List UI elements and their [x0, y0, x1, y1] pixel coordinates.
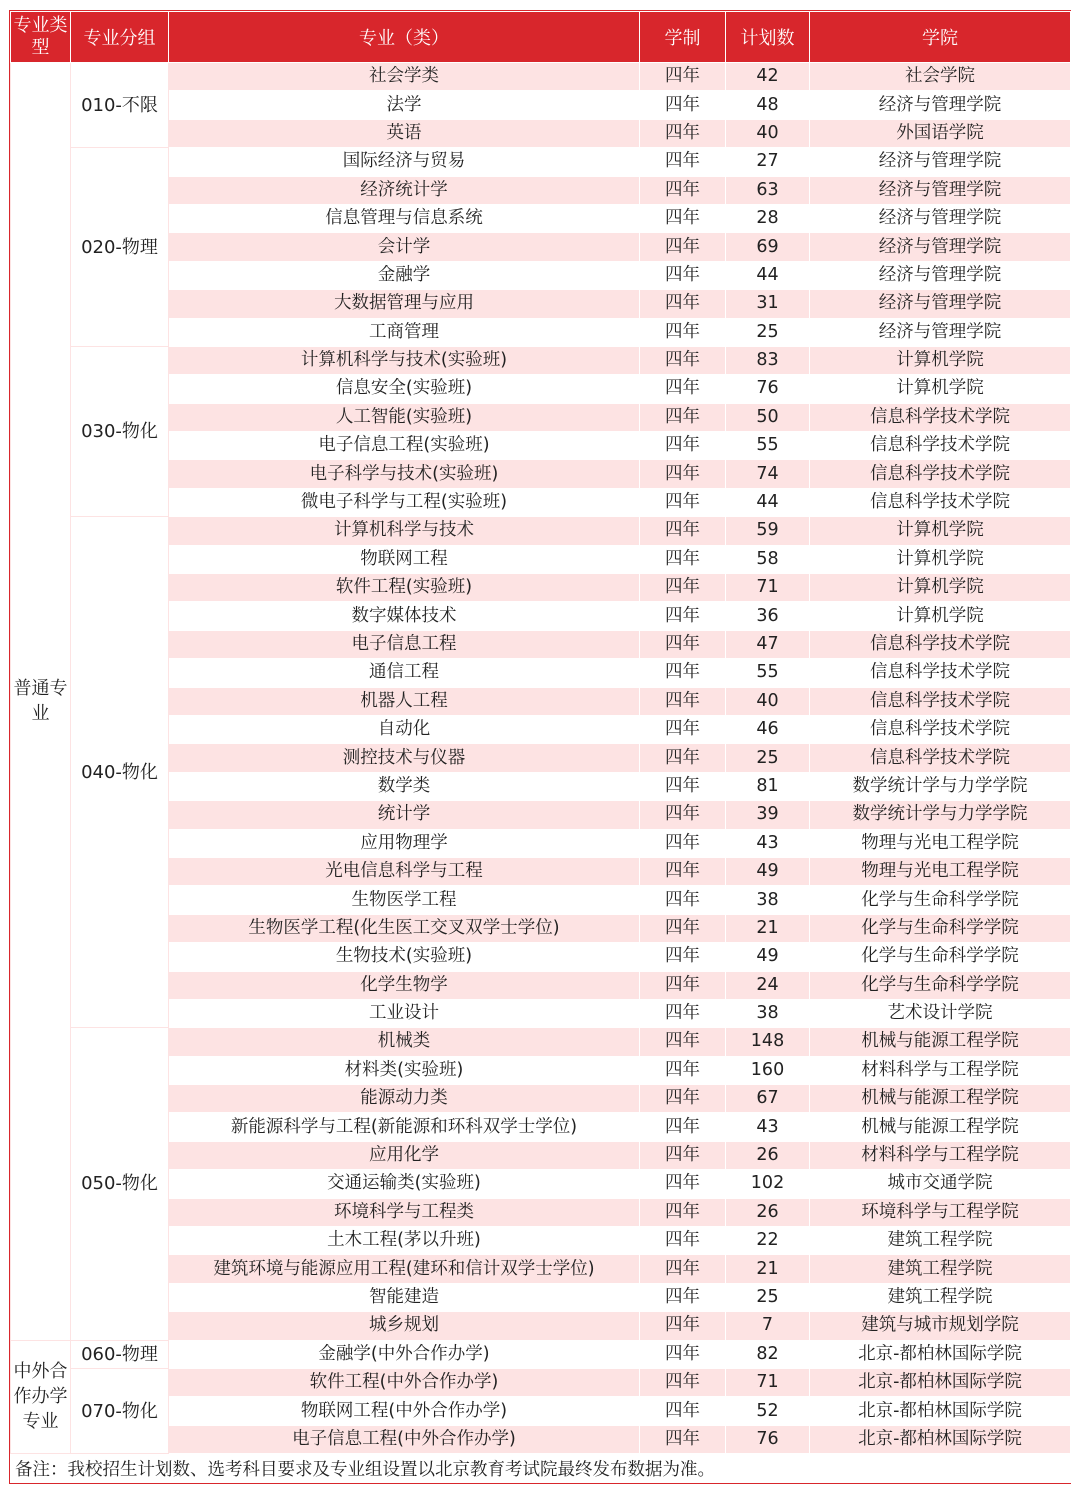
- major-cell: 软件工程(实验班): [169, 574, 640, 602]
- duration-cell: 四年: [640, 1227, 726, 1255]
- college-cell: 北京-都柏林国际学院: [810, 1425, 1071, 1453]
- table-row: [11, 1340, 1071, 1368]
- type-cell: 中外合作办学专业: [11, 1340, 71, 1454]
- table-row: [11, 744, 1071, 772]
- table-row: [11, 432, 1071, 460]
- table-row: [11, 1283, 1071, 1311]
- major-cell: 智能建造: [169, 1283, 640, 1311]
- major-cell: 信息管理与信息系统: [169, 204, 640, 232]
- college-cell: 机械与能源工程学院: [810, 1028, 1071, 1056]
- college-cell: 经济与管理学院: [810, 290, 1071, 318]
- college-cell: 计算机学院: [810, 574, 1071, 602]
- table-header-row: [11, 12, 1071, 63]
- college-cell: 社会学院: [810, 63, 1071, 91]
- plan-count-cell: 48: [726, 91, 810, 119]
- duration-cell: 四年: [640, 1170, 726, 1198]
- table-row: [11, 943, 1071, 971]
- major-cell: 电子科学与技术(实验班): [169, 460, 640, 488]
- table-row: [11, 346, 1071, 374]
- college-cell: 信息科学技术学院: [810, 715, 1071, 743]
- college-cell: 环境科学与工程学院: [810, 1198, 1071, 1226]
- duration-cell: 四年: [640, 403, 726, 431]
- college-cell: 经济与管理学院: [810, 148, 1071, 176]
- plan-count-cell: 38: [726, 999, 810, 1027]
- college-cell: 经济与管理学院: [810, 204, 1071, 232]
- plan-count-cell: 27: [726, 148, 810, 176]
- duration-cell: 四年: [640, 1368, 726, 1396]
- duration-cell: 四年: [640, 517, 726, 545]
- college-cell: 北京-都柏林国际学院: [810, 1368, 1071, 1396]
- plan-count-cell: 52: [726, 1397, 810, 1425]
- plan-count-cell: 26: [726, 1141, 810, 1169]
- duration-cell: 四年: [640, 829, 726, 857]
- college-cell: 化学与生命科学学院: [810, 971, 1071, 999]
- college-cell: 物理与光电工程学院: [810, 857, 1071, 885]
- duration-cell: 四年: [640, 346, 726, 374]
- duration-cell: 四年: [640, 460, 726, 488]
- major-cell: 物联网工程(中外合作办学): [169, 1397, 640, 1425]
- duration-cell: 四年: [640, 999, 726, 1027]
- table-row: [11, 1113, 1071, 1141]
- duration-cell: 四年: [640, 943, 726, 971]
- college-cell: 北京-都柏林国际学院: [810, 1397, 1071, 1425]
- plan-count-cell: 82: [726, 1340, 810, 1368]
- major-cell: 机械类: [169, 1028, 640, 1056]
- duration-cell: 四年: [640, 1113, 726, 1141]
- major-cell: 城乡规划: [169, 1312, 640, 1340]
- plan-count-cell: 25: [726, 744, 810, 772]
- major-cell: 金融学(中外合作办学): [169, 1340, 640, 1368]
- duration-cell: 四年: [640, 375, 726, 403]
- table-row: [11, 1056, 1071, 1084]
- duration-cell: 四年: [640, 1198, 726, 1226]
- major-cell: 软件工程(中外合作办学): [169, 1368, 640, 1396]
- plan-count-cell: 28: [726, 204, 810, 232]
- major-cell: 建筑环境与能源应用工程(建环和信计双学士学位): [169, 1255, 640, 1283]
- table-row: [11, 1198, 1071, 1226]
- college-cell: 信息科学技术学院: [810, 488, 1071, 516]
- group-cell: 040-物化: [71, 517, 169, 1028]
- major-cell: 信息安全(实验班): [169, 375, 640, 403]
- duration-cell: 四年: [640, 233, 726, 261]
- plan-count-cell: 40: [726, 119, 810, 147]
- college-cell: 计算机学院: [810, 375, 1071, 403]
- plan-count-cell: 47: [726, 630, 810, 658]
- major-cell: 生物技术(实验班): [169, 943, 640, 971]
- major-cell: 数学类: [169, 772, 640, 800]
- table-row: [11, 1255, 1071, 1283]
- duration-cell: 四年: [640, 119, 726, 147]
- table-row: [11, 1368, 1071, 1396]
- major-cell: 生物医学工程: [169, 886, 640, 914]
- header-major: 专业（类）: [169, 12, 640, 63]
- major-cell: 会计学: [169, 233, 640, 261]
- header-college: 学院: [810, 12, 1071, 63]
- duration-cell: 四年: [640, 91, 726, 119]
- table-row: [11, 1312, 1071, 1340]
- college-cell: 建筑工程学院: [810, 1227, 1071, 1255]
- duration-cell: 四年: [640, 715, 726, 743]
- plan-count-cell: 21: [726, 914, 810, 942]
- plan-count-cell: 43: [726, 1113, 810, 1141]
- table-row: [11, 1425, 1071, 1453]
- enrollment-plan-table: [10, 11, 1071, 1483]
- plan-count-cell: 69: [726, 233, 810, 261]
- table-row: [11, 1170, 1071, 1198]
- college-cell: 计算机学院: [810, 602, 1071, 630]
- header-plan: 计划数: [726, 12, 810, 63]
- college-cell: 信息科学技术学院: [810, 432, 1071, 460]
- header-type: 专业类型: [11, 12, 71, 63]
- college-cell: 建筑工程学院: [810, 1255, 1071, 1283]
- table-row: [11, 574, 1071, 602]
- table-row: [11, 63, 1071, 91]
- table-row: [11, 886, 1071, 914]
- table-row: [11, 971, 1071, 999]
- duration-cell: 四年: [640, 857, 726, 885]
- duration-cell: 四年: [640, 886, 726, 914]
- plan-count-cell: 7: [726, 1312, 810, 1340]
- plan-count-cell: 26: [726, 1198, 810, 1226]
- college-cell: 机械与能源工程学院: [810, 1085, 1071, 1113]
- duration-cell: 四年: [640, 318, 726, 346]
- table-row: [11, 630, 1071, 658]
- duration-cell: 四年: [640, 261, 726, 289]
- table-row: [11, 204, 1071, 232]
- table-row: [11, 1227, 1071, 1255]
- plan-count-cell: 31: [726, 290, 810, 318]
- plan-count-cell: 46: [726, 715, 810, 743]
- plan-count-cell: 24: [726, 971, 810, 999]
- major-cell: 法学: [169, 91, 640, 119]
- duration-cell: 四年: [640, 744, 726, 772]
- table-row: [11, 545, 1071, 573]
- group-cell: 020-物理: [71, 148, 169, 347]
- major-cell: 数字媒体技术: [169, 602, 640, 630]
- table-row: [11, 318, 1071, 346]
- college-cell: 数学统计学与力学学院: [810, 801, 1071, 829]
- table-row: [11, 772, 1071, 800]
- group-cell: 060-物理: [71, 1340, 169, 1368]
- college-cell: 经济与管理学院: [810, 176, 1071, 204]
- table-row: [11, 91, 1071, 119]
- duration-cell: 四年: [640, 545, 726, 573]
- table-row: [11, 999, 1071, 1027]
- group-cell: 050-物化: [71, 1028, 169, 1340]
- college-cell: 计算机学院: [810, 517, 1071, 545]
- plan-count-cell: 76: [726, 1425, 810, 1453]
- plan-count-cell: 81: [726, 772, 810, 800]
- major-cell: 人工智能(实验班): [169, 403, 640, 431]
- major-cell: 工商管理: [169, 318, 640, 346]
- major-cell: 国际经济与贸易: [169, 148, 640, 176]
- table-row: [11, 176, 1071, 204]
- major-cell: 测控技术与仪器: [169, 744, 640, 772]
- table-row: [11, 801, 1071, 829]
- major-cell: 微电子科学与工程(实验班): [169, 488, 640, 516]
- duration-cell: 四年: [640, 204, 726, 232]
- plan-count-cell: 74: [726, 460, 810, 488]
- duration-cell: 四年: [640, 1085, 726, 1113]
- college-cell: 化学与生命科学学院: [810, 886, 1071, 914]
- major-cell: 自动化: [169, 715, 640, 743]
- major-cell: 材料类(实验班): [169, 1056, 640, 1084]
- college-cell: 化学与生命科学学院: [810, 914, 1071, 942]
- table-row: [11, 687, 1071, 715]
- plan-count-cell: 43: [726, 829, 810, 857]
- table-row: [11, 403, 1071, 431]
- duration-cell: 四年: [640, 432, 726, 460]
- major-cell: 土木工程(茅以升班): [169, 1227, 640, 1255]
- college-cell: 外国语学院: [810, 119, 1071, 147]
- plan-count-cell: 40: [726, 687, 810, 715]
- plan-count-cell: 38: [726, 886, 810, 914]
- major-cell: 大数据管理与应用: [169, 290, 640, 318]
- college-cell: 城市交通学院: [810, 1170, 1071, 1198]
- table-row: [11, 1028, 1071, 1056]
- plan-count-cell: 55: [726, 659, 810, 687]
- major-cell: 交通运输类(实验班): [169, 1170, 640, 1198]
- plan-count-cell: 44: [726, 261, 810, 289]
- college-cell: 经济与管理学院: [810, 233, 1071, 261]
- major-cell: 计算机科学与技术(实验班): [169, 346, 640, 374]
- duration-cell: 四年: [640, 971, 726, 999]
- college-cell: 信息科学技术学院: [810, 403, 1071, 431]
- plan-count-cell: 25: [726, 318, 810, 346]
- college-cell: 建筑与城市规划学院: [810, 1312, 1071, 1340]
- college-cell: 经济与管理学院: [810, 318, 1071, 346]
- plan-count-cell: 58: [726, 545, 810, 573]
- duration-cell: 四年: [640, 148, 726, 176]
- major-cell: 新能源科学与工程(新能源和环科双学士学位): [169, 1113, 640, 1141]
- college-cell: 信息科学技术学院: [810, 630, 1071, 658]
- plan-count-cell: 36: [726, 602, 810, 630]
- duration-cell: 四年: [640, 1397, 726, 1425]
- duration-cell: 四年: [640, 659, 726, 687]
- college-cell: 计算机学院: [810, 346, 1071, 374]
- table-row: [11, 119, 1071, 147]
- duration-cell: 四年: [640, 488, 726, 516]
- plan-count-cell: 55: [726, 432, 810, 460]
- college-cell: 材料科学与工程学院: [810, 1141, 1071, 1169]
- group-cell: 010-不限: [71, 63, 169, 148]
- plan-count-cell: 67: [726, 1085, 810, 1113]
- major-cell: 能源动力类: [169, 1085, 640, 1113]
- major-cell: 应用物理学: [169, 829, 640, 857]
- duration-cell: 四年: [640, 1312, 726, 1340]
- plan-count-cell: 44: [726, 488, 810, 516]
- table-row: [11, 829, 1071, 857]
- major-cell: 光电信息科学与工程: [169, 857, 640, 885]
- major-cell: 计算机科学与技术: [169, 517, 640, 545]
- major-cell: 英语: [169, 119, 640, 147]
- plan-count-cell: 25: [726, 1283, 810, 1311]
- table-row: [11, 857, 1071, 885]
- header-group: 专业分组: [71, 12, 169, 63]
- major-cell: 化学生物学: [169, 971, 640, 999]
- table-row: [11, 460, 1071, 488]
- plan-count-cell: 102: [726, 1170, 810, 1198]
- table-row: [11, 517, 1071, 545]
- college-cell: 计算机学院: [810, 545, 1071, 573]
- duration-cell: 四年: [640, 687, 726, 715]
- college-cell: 数学统计学与力学学院: [810, 772, 1071, 800]
- college-cell: 信息科学技术学院: [810, 744, 1071, 772]
- major-cell: 电子信息工程(中外合作办学): [169, 1425, 640, 1453]
- college-cell: 经济与管理学院: [810, 261, 1071, 289]
- duration-cell: 四年: [640, 772, 726, 800]
- duration-cell: 四年: [640, 1141, 726, 1169]
- plan-count-cell: 83: [726, 346, 810, 374]
- plan-count-cell: 49: [726, 857, 810, 885]
- major-cell: 金融学: [169, 261, 640, 289]
- duration-cell: 四年: [640, 914, 726, 942]
- college-cell: 机械与能源工程学院: [810, 1113, 1071, 1141]
- duration-cell: 四年: [640, 1056, 726, 1084]
- major-cell: 经济统计学: [169, 176, 640, 204]
- college-cell: 北京-都柏林国际学院: [810, 1340, 1071, 1368]
- plan-count-cell: 71: [726, 1368, 810, 1396]
- header-duration: 学制: [640, 12, 726, 63]
- plan-count-cell: 42: [726, 63, 810, 91]
- table-row: [11, 715, 1071, 743]
- plan-count-cell: 22: [726, 1227, 810, 1255]
- plan-count-cell: 49: [726, 943, 810, 971]
- college-cell: 艺术设计学院: [810, 999, 1071, 1027]
- table-row: [11, 261, 1071, 289]
- group-cell: 070-物化: [71, 1368, 169, 1453]
- major-cell: 电子信息工程: [169, 630, 640, 658]
- table-row: [11, 1397, 1071, 1425]
- major-cell: 通信工程: [169, 659, 640, 687]
- college-cell: 物理与光电工程学院: [810, 829, 1071, 857]
- plan-count-cell: 21: [726, 1255, 810, 1283]
- duration-cell: 四年: [640, 801, 726, 829]
- table-row: [11, 659, 1071, 687]
- major-cell: 社会学类: [169, 63, 640, 91]
- footnote: 备注：我校招生计划数、选考科目要求及专业组设置以北京教育考试院最终发布数据为准。: [11, 1454, 1071, 1483]
- plan-count-cell: 39: [726, 801, 810, 829]
- major-cell: 工业设计: [169, 999, 640, 1027]
- major-cell: 机器人工程: [169, 687, 640, 715]
- major-cell: 应用化学: [169, 1141, 640, 1169]
- note-row: [11, 1454, 1071, 1483]
- duration-cell: 四年: [640, 1340, 726, 1368]
- major-cell: 统计学: [169, 801, 640, 829]
- major-cell: 生物医学工程(化生医工交叉双学士学位): [169, 914, 640, 942]
- plan-count-cell: 59: [726, 517, 810, 545]
- plan-count-cell: 148: [726, 1028, 810, 1056]
- table-row: [11, 375, 1071, 403]
- college-cell: 信息科学技术学院: [810, 687, 1071, 715]
- table-body: [11, 63, 1071, 1454]
- college-cell: 信息科学技术学院: [810, 460, 1071, 488]
- duration-cell: 四年: [640, 290, 726, 318]
- duration-cell: 四年: [640, 176, 726, 204]
- duration-cell: 四年: [640, 602, 726, 630]
- plan-count-cell: 76: [726, 375, 810, 403]
- duration-cell: 四年: [640, 63, 726, 91]
- table-row: [11, 602, 1071, 630]
- duration-cell: 四年: [640, 1425, 726, 1453]
- major-cell: 物联网工程: [169, 545, 640, 573]
- duration-cell: 四年: [640, 574, 726, 602]
- table-row: [11, 1085, 1071, 1113]
- table-row: [11, 914, 1071, 942]
- college-cell: 材料科学与工程学院: [810, 1056, 1071, 1084]
- plan-count-cell: 63: [726, 176, 810, 204]
- plan-count-cell: 50: [726, 403, 810, 431]
- type-cell: 普通专业: [11, 63, 71, 1341]
- duration-cell: 四年: [640, 1283, 726, 1311]
- college-cell: 化学与生命科学学院: [810, 943, 1071, 971]
- duration-cell: 四年: [640, 1028, 726, 1056]
- table-row: [11, 290, 1071, 318]
- group-cell: 030-物化: [71, 346, 169, 516]
- college-cell: 信息科学技术学院: [810, 659, 1071, 687]
- major-cell: 环境科学与工程类: [169, 1198, 640, 1226]
- table-row: [11, 148, 1071, 176]
- major-cell: 电子信息工程(实验班): [169, 432, 640, 460]
- table-row: [11, 1141, 1071, 1169]
- table-row: [11, 233, 1071, 261]
- college-cell: 建筑工程学院: [810, 1283, 1071, 1311]
- duration-cell: 四年: [640, 630, 726, 658]
- table-row: [11, 488, 1071, 516]
- college-cell: 经济与管理学院: [810, 91, 1071, 119]
- plan-count-cell: 160: [726, 1056, 810, 1084]
- duration-cell: 四年: [640, 1255, 726, 1283]
- plan-count-cell: 71: [726, 574, 810, 602]
